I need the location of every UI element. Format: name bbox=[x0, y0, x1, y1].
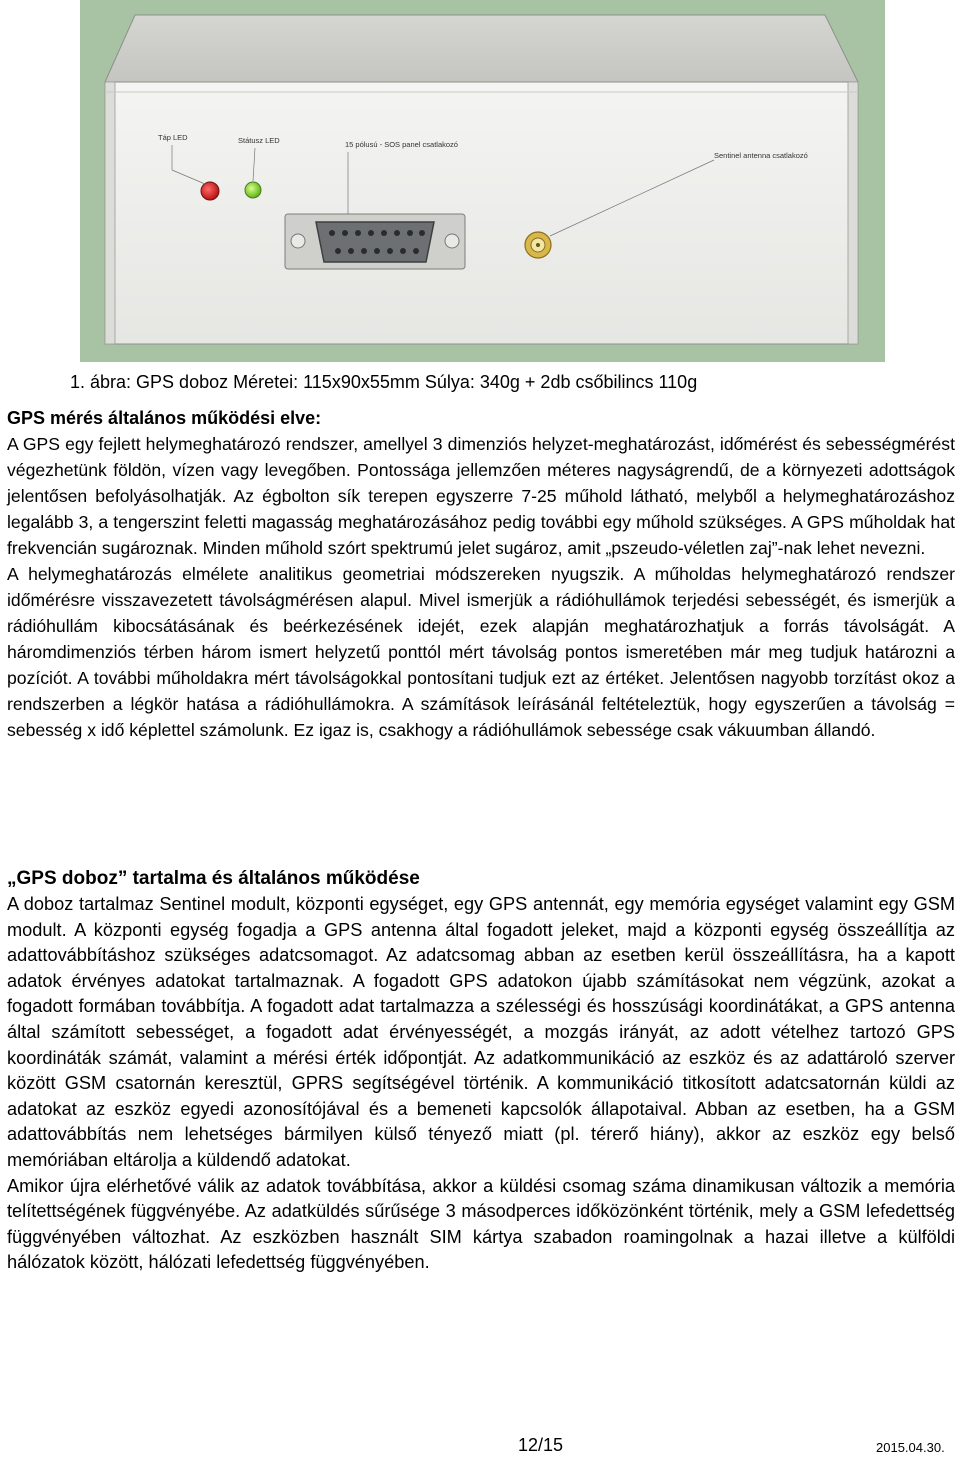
page-date: 2015.04.30. bbox=[876, 1440, 945, 1455]
sos-panel-label: 15 pólusú - SOS panel csatlakozó bbox=[345, 140, 458, 149]
sos-panel-connector-icon bbox=[285, 214, 465, 269]
antenna-connector-icon bbox=[525, 232, 551, 258]
paragraph: Amikor újra elérhetővé válik az adatok továbbítása, akkor a küldési csomag száma dinamikusan változik a memória telítettségének függvényébe. Az adatküldés sűrűsége 3 másodperces időközönként történik, mely a GSM lefedettség függvényében változhat. Az eszközben használt SIM kártya szabadon roamingolnak a hazai illetve a külföldi hálózatok között, hálózati lefedettség függvényében. bbox=[7, 1175, 955, 1273]
section-gps-principle bbox=[7, 405, 955, 743]
antenna-label: Sentinel antenna csatlakozó bbox=[714, 151, 808, 160]
status-led-label: Státusz LED bbox=[238, 136, 280, 145]
figure-caption: 1. ábra: GPS doboz Méretei: 115x90x55mm Súlya: 340g + 2db csőbilincs 110g bbox=[70, 372, 698, 392]
power-led-label: Táp LED bbox=[158, 133, 188, 142]
section-heading: GPS mérés általános működési elve: bbox=[7, 408, 322, 428]
page-number: 12/15 bbox=[518, 1435, 564, 1455]
section-gps-box-contents bbox=[7, 866, 955, 1276]
status-led-icon bbox=[245, 182, 261, 198]
power-led-icon bbox=[201, 182, 219, 200]
gps-box-figure bbox=[80, 0, 885, 362]
paragraph: A helymeghatározás elmélete analitikus geometriai módszereken nyugszik. A műholdas helymeghatározó rendszer időmérésre visszavezetett távolságmérésen alapul. Mivel ismerjük a rádióhullámok terjedési sebességét, és ismerjük a rádióhullám kibocsátásának és beérkezésének idejét, ezek alapján meghatározhatjuk a forrás távolságát. A háromdimenziós térben három ismert helyzetű ponttól mért távolság pontos ismeretében már meg tudjuk határozni a pozíciót. A további műholdakra mért távolságokkal pontosítani tudjuk ezt az értéket. Jelentősen nagyobb torzítást okoz a rendszerben a légkör hatása a rádióhullámokra. A számítások leírásánál feltételeztük, hogy egyszerűen a távolság = sebesség x idő képlettel számolunk. Ez igaz is, csakhogy a rádióhullámok sebessége csak vákuumban állandó. bbox=[7, 564, 955, 740]
gps-box-illustration bbox=[80, 0, 885, 362]
paragraph: A GPS egy fejlett helymeghatározó rendszer, amellyel 3 dimenziós helyzet-meghatározást, időmérést és sebességmérést végezhetünk földön, vízen vagy levegőben. Pontossága jellemzően méteres nagyságrendű, de a környezeti adottságok jelentősen befolyásolhatják. Az égbolton sík terepen egyszerre 7-25 műhold látható, melyből a helymeghatározáshoz legalább 3, a tengerszint feletti magasság meghatározásához pedig további egy műhold szükséges. A GPS műholdak hat frekvencián sugároznak. Minden műhold szórt spektrumú jelet sugároz, amit „pszeudo-véletlen zaj”-nak lehet nevezni. bbox=[7, 434, 955, 558]
section-heading: „GPS doboz” tartalma és általános működése bbox=[7, 868, 420, 889]
paragraph: A doboz tartalmaz Sentinel modult, központi egységet, egy GPS antennát, egy memória egységet valamint egy GSM modult. A központi egység fogadja a GPS antenna által fogadott jeleket, majd a központi egység összeállítja az adattovábbításhoz szükséges adatcsomagot. Az adatcsomag abban az esetben kerül összeállításra, ha a kapott adatok érvényes adatokat tartalmaznak. A fogadott GPS adatokon újabb számításokat nem végzünk, azokat a fogadott formában továbbítja. A fogadott adat tartalmazza a szélességi és hosszúsági koordinátákat, a GPS antenna által számított sebességet, a fogadott adat érvényességét, a mozgás irányát, az adott vételhez tartozó GPS koordináták számát, valamint a mérési érték időpontját. Az adatkommunikáció az eszköz és az adattároló szerver között GSM csatornán keresztül, GPRS segítségével történik. A kommunikáció titkosított adatcsatornán küldi az adatokat az eszköz egyedi azonosítójával és a bemeneti kapcsolók állapotaival. Abban az esetben, ha a GSM adattovábbítás nem lehetséges bármilyen külső tényező miatt (pl. térerő hiány), akkor az eszköz egy belső memóriában eltárolja a küldendő adatokat. bbox=[7, 894, 955, 1170]
